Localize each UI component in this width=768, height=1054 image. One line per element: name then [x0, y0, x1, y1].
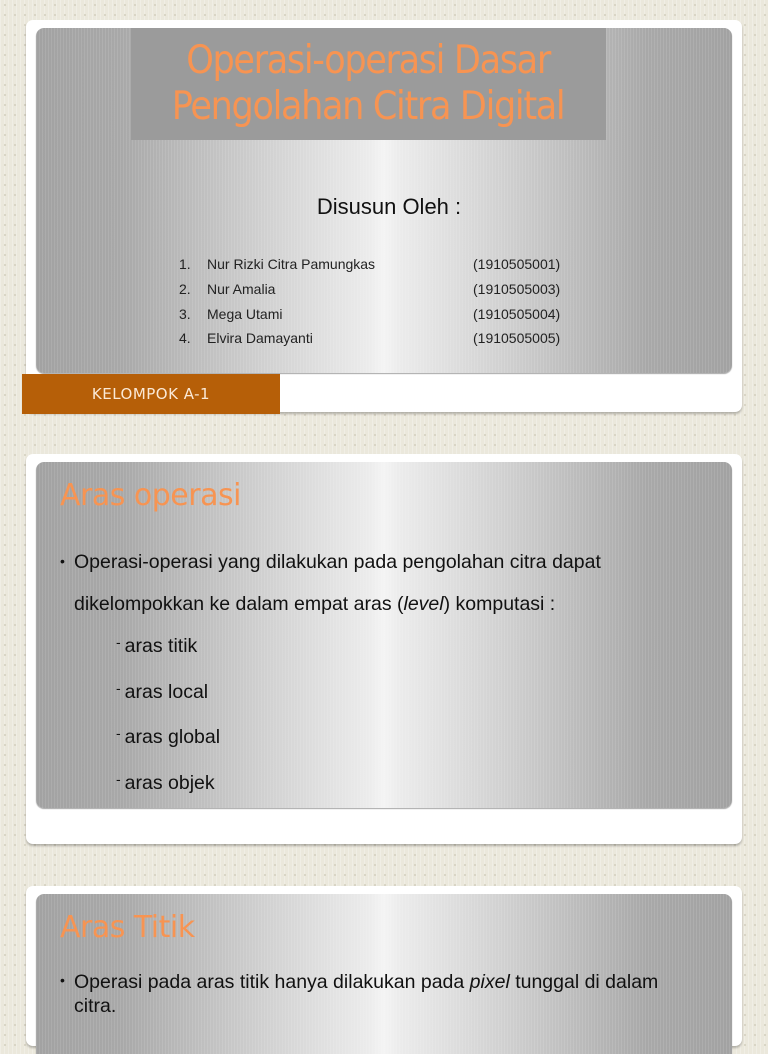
sub-item-text: aras objek: [124, 772, 215, 794]
author-name: Nur Rizki Citra Pamungkas: [207, 256, 376, 273]
slide-panel: [36, 462, 732, 808]
bullet-text-italic: level: [403, 593, 444, 615]
author-number: 4.: [179, 330, 191, 347]
slide-panel: [36, 894, 732, 1054]
sub-item-text: aras global: [124, 726, 221, 748]
bullet-text-italic: pixel: [469, 971, 510, 993]
slide-title: Aras Titik: [60, 910, 195, 945]
title-slide-panel: [36, 28, 732, 373]
author-row: [179, 277, 599, 302]
bullet-text: [60, 970, 700, 1018]
bullet-text-post: tunggal di dalam citra.: [74, 971, 659, 1017]
author-id: (1910505004): [473, 305, 561, 322]
sub-item: [116, 725, 220, 749]
author-list: [179, 252, 599, 351]
author-row: [179, 252, 599, 277]
title-line-1: Operasi-operasi Dasar: [186, 38, 551, 83]
author-number: 3.: [179, 305, 191, 322]
bullet-icon: •: [60, 553, 65, 569]
bullet-text-pre: Operasi pada aras titik hanya dilakukan pada: [74, 971, 470, 993]
author-id: (1910505003): [473, 281, 561, 298]
dash-icon: -: [116, 725, 121, 741]
bullet-text-line-2-post: ) komputasi :: [443, 593, 556, 615]
slide-aras-operasi[interactable]: [26, 454, 742, 844]
title-line-2: Pengolahan Citra Digital: [172, 84, 565, 129]
slide-title: Aras operasi: [60, 478, 241, 513]
slide-aras-titik[interactable]: [26, 886, 742, 1046]
bullet-item: [60, 540, 710, 625]
sub-item: [116, 634, 197, 658]
bullet-text-line-1: Operasi-operasi yang dilakukan pada pengolahan citra dapat: [74, 551, 601, 573]
dash-icon: -: [116, 680, 121, 696]
sub-item-text: aras local: [124, 681, 209, 703]
author-id: (1910505005): [473, 330, 561, 347]
author-name: Mega Utami: [207, 305, 283, 322]
title-box: [131, 28, 606, 140]
group-label-bar: KELOMPOK A-1: [22, 374, 280, 414]
dash-icon: -: [116, 771, 121, 787]
author-name: Elvira Damayanti: [207, 330, 313, 347]
sub-item-text: aras titik: [124, 635, 198, 657]
bullet-icon: •: [60, 972, 65, 988]
author-heading: Disusun Oleh :: [316, 194, 462, 219]
dash-icon: -: [116, 634, 121, 650]
bullet-item: [60, 970, 700, 1018]
author-id: (1910505001): [473, 256, 561, 273]
sub-item: [116, 771, 215, 795]
author-number: 1.: [179, 256, 191, 273]
author-row: [179, 326, 599, 351]
author-number: 2.: [179, 281, 191, 298]
author-row: [179, 301, 599, 326]
sub-item: [116, 680, 208, 704]
author-name: Nur Amalia: [207, 281, 276, 298]
title-slide[interactable]: [26, 20, 742, 412]
bullet-text-line-2-pre: dikelompokkan ke dalam empat aras (: [74, 593, 404, 615]
